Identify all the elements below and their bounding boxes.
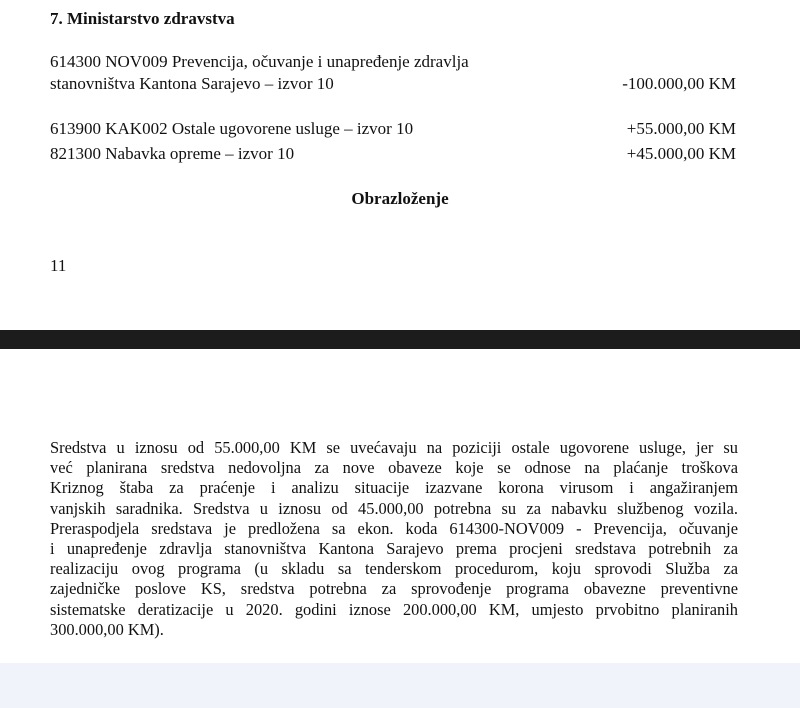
page-break-divider xyxy=(0,330,800,349)
paragraph-line: vanjskih saradnika. Sredstva u iznosu od 45.000,00 potrebna su za nabavku službenog vozila. xyxy=(50,498,738,518)
paragraph-line: Sredstva u iznosu od 55.000,00 KM se uvećavaju na poziciji ostale ugovorene usluge, jer su xyxy=(50,438,738,457)
budget-item-3-amount: +45.000,00 KM xyxy=(626,144,736,163)
budget-item-1-line-2: stanovništva Kantona Sarajevo – izvor 10 xyxy=(50,74,334,93)
paragraph-line: realizaciju ovog programa (u skladu sa tenderskom procedurom, koju sprovodi Služba za xyxy=(50,559,738,579)
paragraph-line: 300.000,00 KM). xyxy=(50,619,164,639)
section-heading: 7. Ministarstvo zdravstva xyxy=(50,9,235,28)
budget-item-1-amount: -100.000,00 KM xyxy=(622,74,736,93)
justification-title: Obrazloženje xyxy=(351,189,449,208)
budget-item-2-line-1: 613900 KAK002 Ostale ugovorene usluge – izvor 10 xyxy=(50,119,414,138)
document-page-upper xyxy=(0,0,800,330)
document-page-lower xyxy=(0,349,800,663)
paragraph-line: već planirana sredstva nedovoljna za nove obaveze koje se odnose na plaćanje troškova xyxy=(50,458,738,478)
budget-item-2-amount: +55.000,00 KM xyxy=(626,119,736,138)
paragraph-line: zajedničke poslove KS, sredstva potrebna za sprovođenje programa obavezne preventivne xyxy=(50,579,738,599)
paragraph-line: Preraspodjela sredstava je predložena sa ekon. koda 614300-NOV009 - Prevencija, očuvanje xyxy=(50,518,738,538)
justification-paragraph xyxy=(50,438,738,640)
paragraph-line: i unapređenje zdravlja stanovništva Kantona Sarajevo prema procjeni sredstava potrebnih za xyxy=(50,539,738,559)
paragraph-line: Kriznog štaba za praćenje i analizu situacije izazvane korona virusom i angažiranjem xyxy=(50,478,738,498)
page-number: 11 xyxy=(50,256,67,275)
budget-item-3-line-1: 821300 Nabavka opreme – izvor 10 xyxy=(50,144,295,163)
budget-item-1-line-1: 614300 NOV009 Prevencija, očuvanje i unapređenje zdravlja xyxy=(50,52,469,71)
viewer-footer-band xyxy=(0,663,800,708)
paragraph-line: sistematske deratizacije u 2020. godini iznose 200.000,00 KM, umjesto prvobitno planiranih xyxy=(50,599,738,619)
